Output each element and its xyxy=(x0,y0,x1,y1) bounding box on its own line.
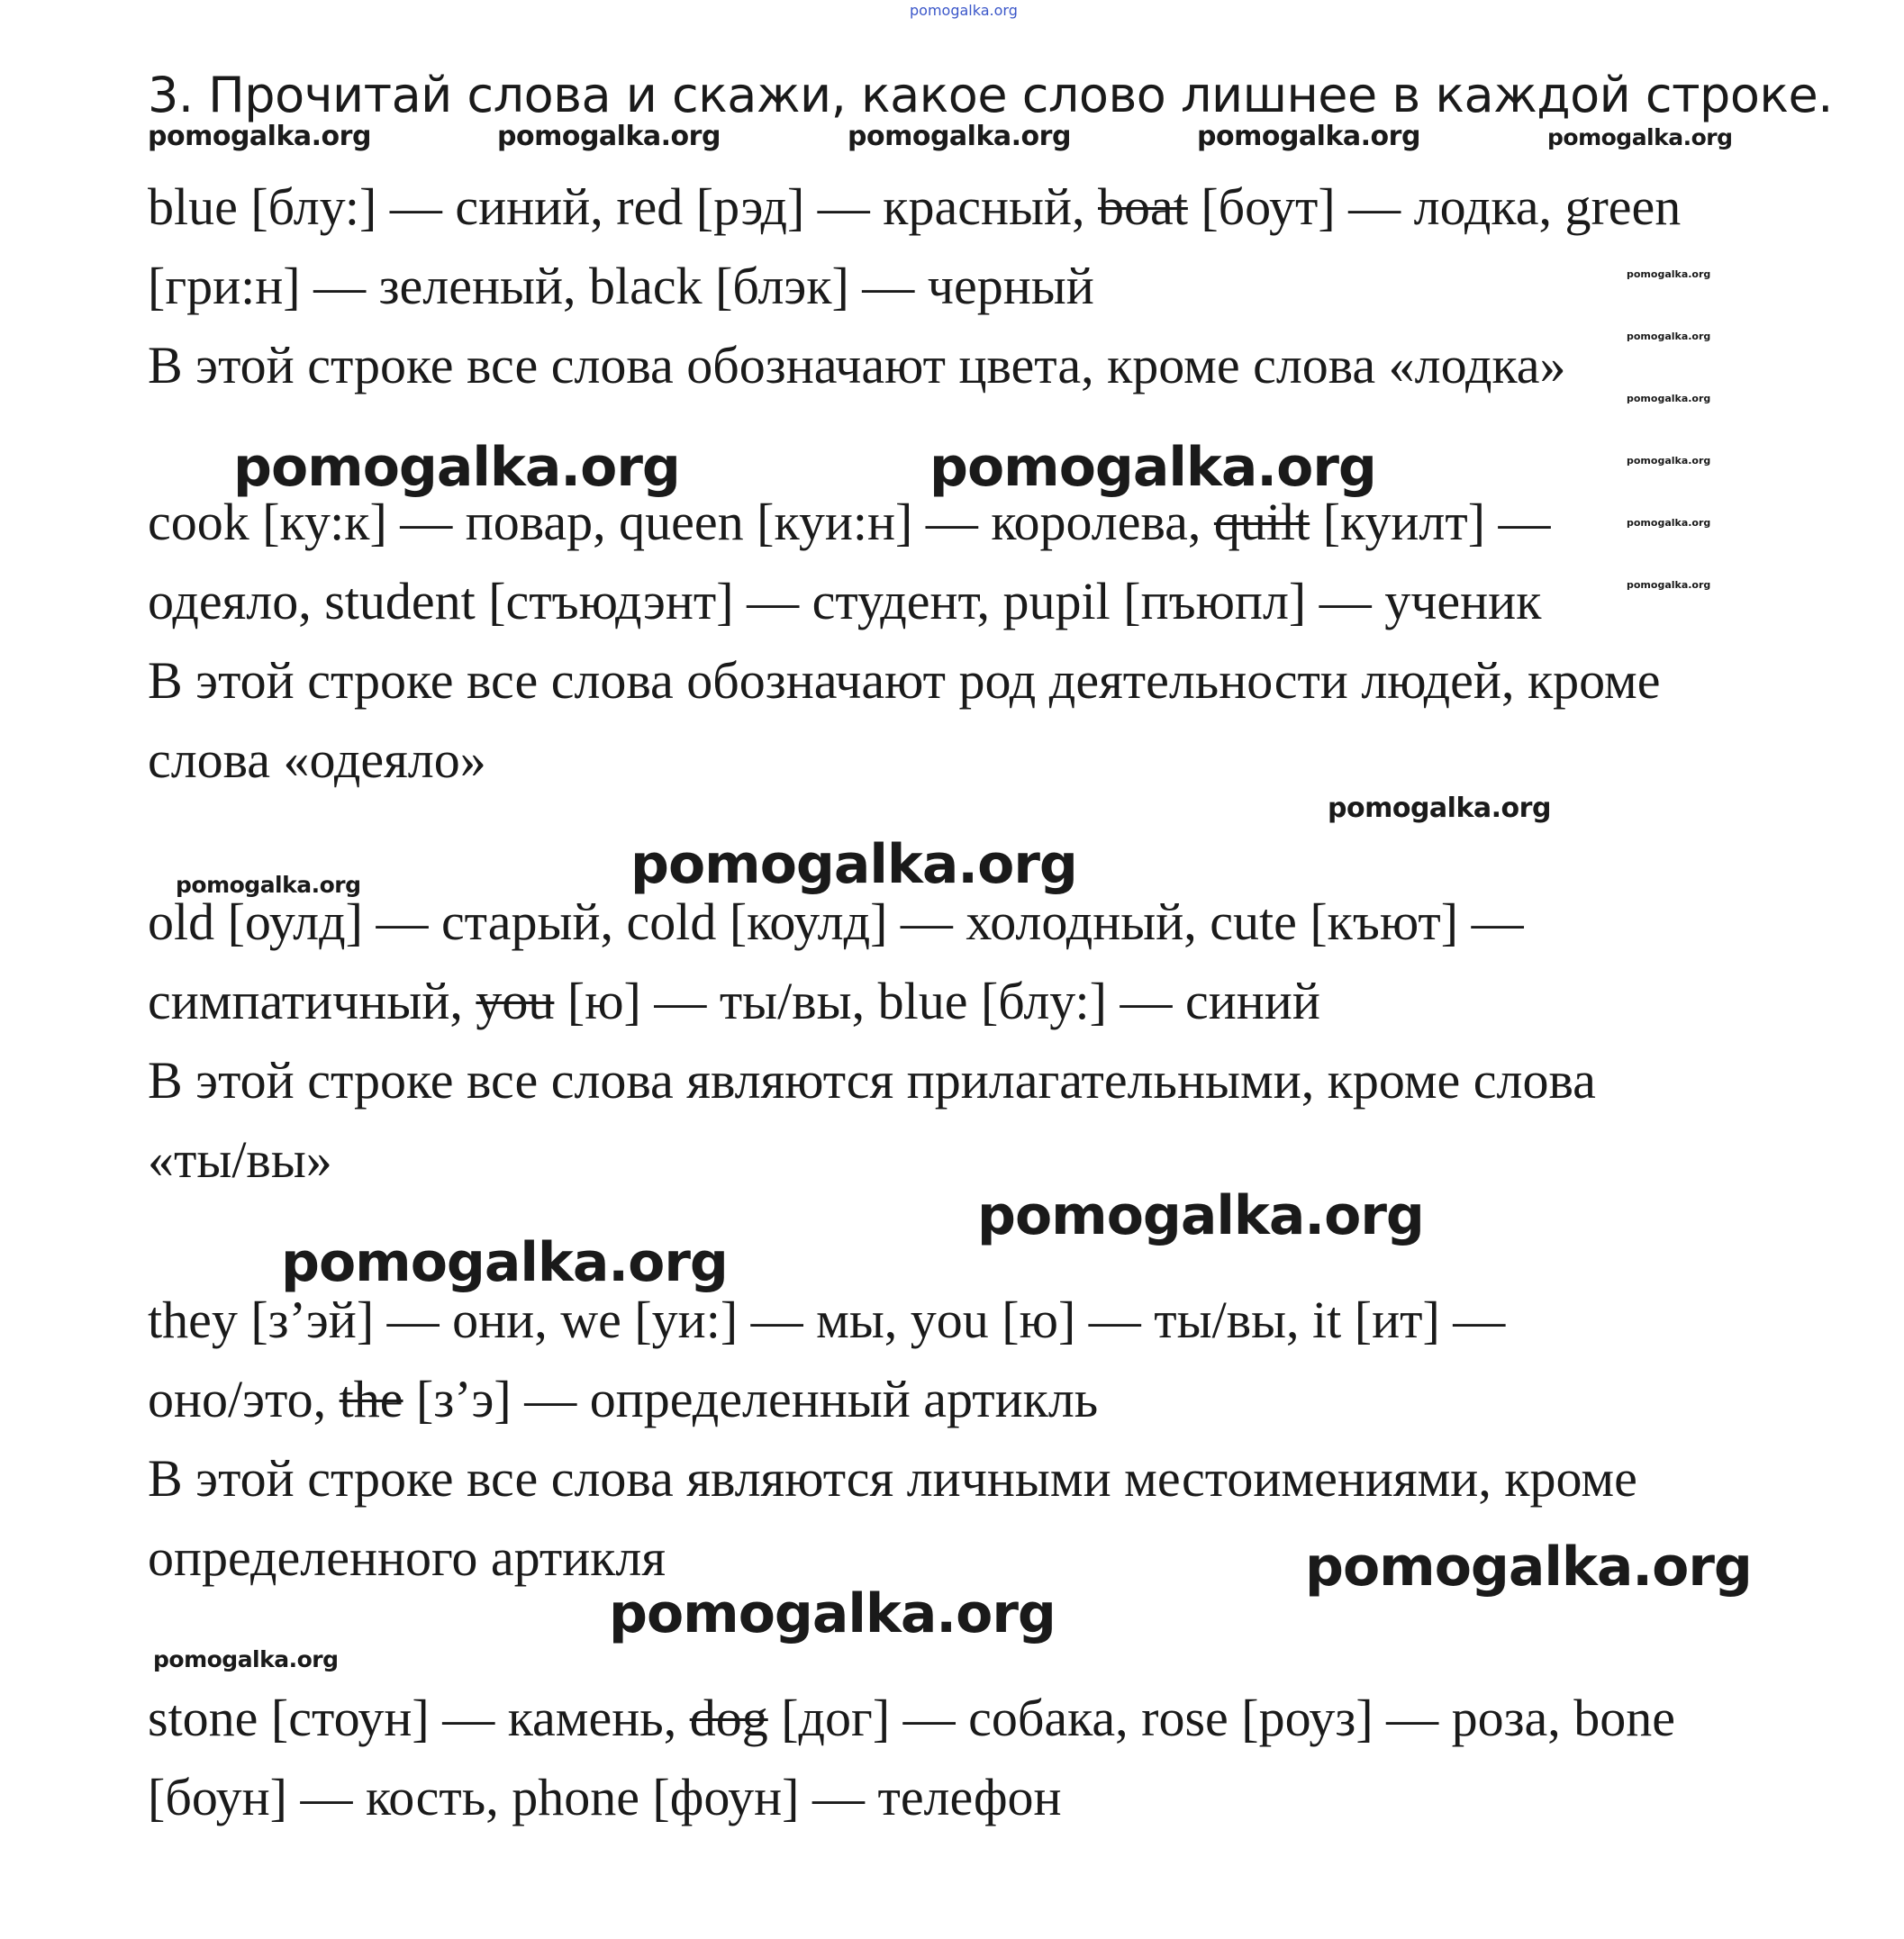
watermark: pomogalka.org xyxy=(977,1184,1424,1247)
explanation-line: слова «одеяло» xyxy=(148,730,486,789)
watermark: pomogalka.org xyxy=(176,872,361,898)
watermark: pomogalka.org xyxy=(1627,268,1711,280)
watermark: pomogalka.org xyxy=(148,121,371,152)
watermark: pomogalka.org xyxy=(630,833,1077,896)
watermark: pomogalka.org xyxy=(929,436,1376,499)
explanation-line: определенного артикля xyxy=(148,1528,666,1587)
explanation-line: В этой строке все слова являются прилагательными, кроме слова xyxy=(148,1051,1596,1110)
watermark: pomogalka.org xyxy=(848,121,1071,152)
word-line: оно/это, the [з’э] — определенный артикль xyxy=(148,1370,1099,1428)
word-line: cook [ку:к] — повар, queen [куи:н] — королева, quilt [куилт] — xyxy=(148,493,1551,551)
explanation-line: «ты/вы» xyxy=(148,1130,332,1189)
odd-word: you xyxy=(476,972,555,1030)
watermark: pomogalka.org xyxy=(233,436,680,499)
watermark: pomogalka.org xyxy=(1547,124,1733,150)
odd-word: the xyxy=(339,1370,403,1428)
odd-word: quilt xyxy=(1213,493,1310,551)
watermark: pomogalka.org xyxy=(1627,517,1711,529)
watermark: pomogalka.org xyxy=(281,1231,728,1294)
watermark: pomogalka.org xyxy=(153,1646,339,1672)
odd-word: dog xyxy=(689,1689,768,1747)
header-watermark: pomogalka.org xyxy=(910,2,1018,19)
word-line: [гри:н] — зеленый, black [блэк] — черный xyxy=(148,257,1094,315)
exercise-heading: 3. Прочитай слова и скажи, какое слово лишнее в каждой строке. xyxy=(148,67,1833,123)
watermark: pomogalka.org xyxy=(1627,579,1711,591)
watermark: pomogalka.org xyxy=(1627,331,1711,342)
word-line: [боун] — кость, phone [фоун] — телефон xyxy=(148,1768,1062,1826)
watermark: pomogalka.org xyxy=(1328,793,1551,824)
word-line: they [з’эй] — они, we [уи:] — мы, you [ю] — ты/вы, it [ит] — xyxy=(148,1291,1506,1349)
word-line: одеяло, student [стъюдэнт] — студент, pupil [пъюпл] — ученик xyxy=(148,572,1542,630)
word-line: old [оулд] — старый, cold [коулд] — холодный, cute [къют] — xyxy=(148,892,1524,951)
word-line: blue [блу:] — синий, red [рэд] — красный, boat [боут] — лодка, green xyxy=(148,177,1682,236)
explanation-line: В этой строке все слова обозначают цвета, кроме слова «лодка» xyxy=(148,336,1566,394)
word-line: stone [стоун] — камень, dog [дог] — собака, rose [роуз] — роза, bone xyxy=(148,1689,1676,1747)
watermark: pomogalka.org xyxy=(497,121,721,152)
watermark: pomogalka.org xyxy=(1305,1536,1752,1599)
explanation-line: В этой строке все слова обозначают род деятельности людей, кроме xyxy=(148,651,1661,710)
watermark: pomogalka.org xyxy=(1197,121,1420,152)
explanation-line: В этой строке все слова являются личными местоимениями, кроме xyxy=(148,1449,1637,1508)
watermark: pomogalka.org xyxy=(1627,393,1711,404)
watermark: pomogalka.org xyxy=(1627,455,1711,467)
word-line: симпатичный, you [ю] — ты/вы, blue [блу:] — синий xyxy=(148,972,1320,1030)
odd-word: boat xyxy=(1098,177,1188,236)
watermark: pomogalka.org xyxy=(609,1582,1056,1645)
